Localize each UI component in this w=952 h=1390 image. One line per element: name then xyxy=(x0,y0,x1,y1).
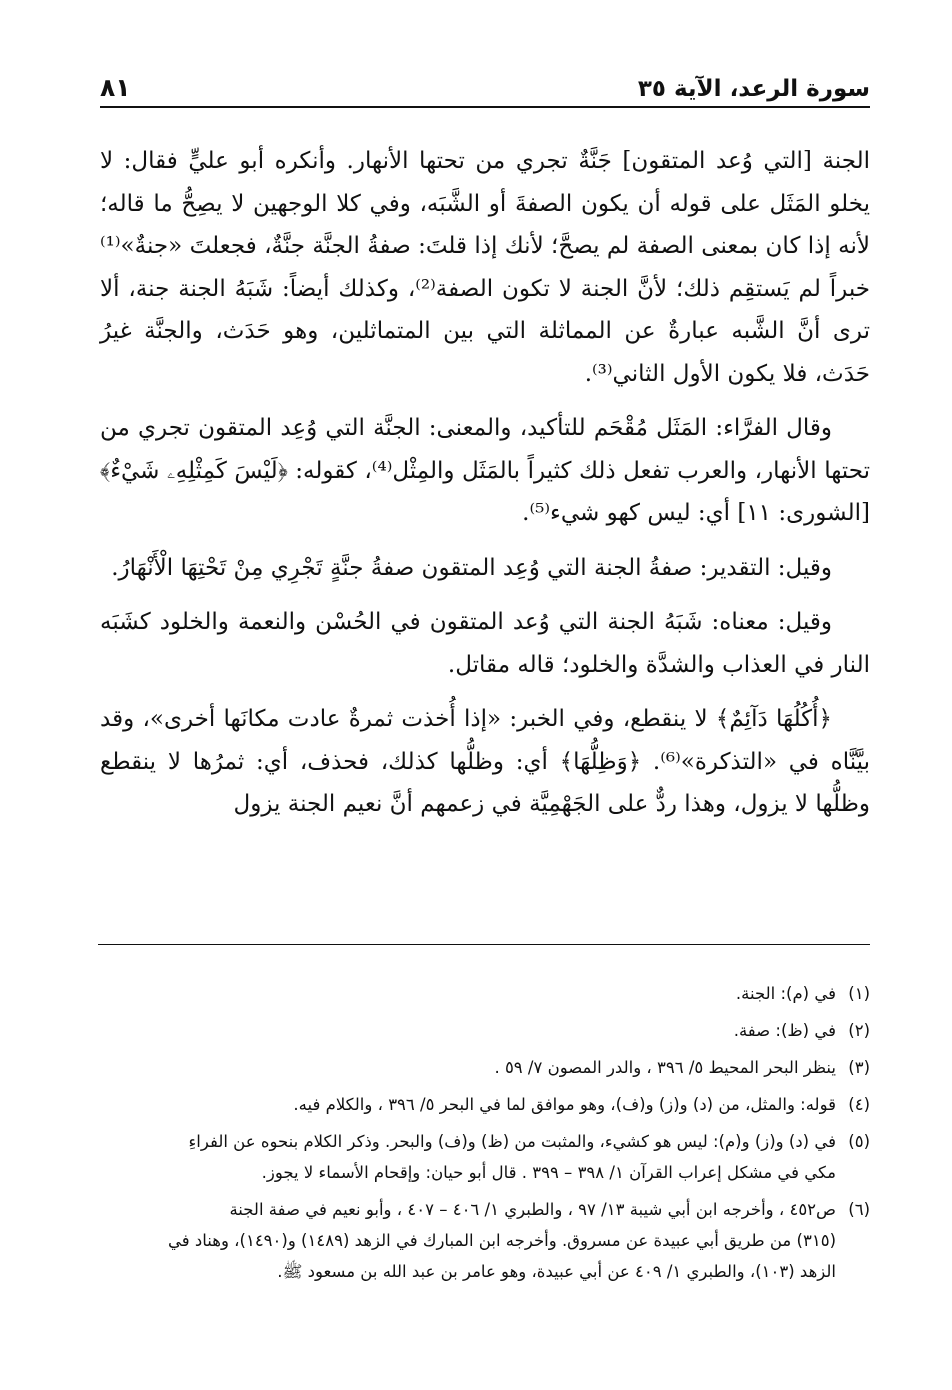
footnote-number: (٣) xyxy=(848,1058,870,1077)
footnote-number: (٥) xyxy=(848,1132,870,1151)
text-line: الجنة جنة، ألا ترى أنَّ الشَّبه عبارةٌ عن المماثلة التي بين المتماثلين، وهو حَدَث، xyxy=(100,275,871,344)
page-number: ٨١ xyxy=(100,73,131,102)
footnote-text: في (ظ): صفة. xyxy=(733,1021,836,1040)
footnote xyxy=(100,1089,870,1120)
page-header xyxy=(100,62,870,108)
footnote-number: (١) xyxy=(848,984,870,1003)
footnote-text: ص٤٥٢ ، وأخرجه ابن أبي شيبة ١٣/ ٩٧ ، والطبري ١/ ٤٠٦ – ٤٠٧ ، وأبو نعيم في صفة الجنة xyxy=(229,1200,836,1219)
footnote-continuation xyxy=(100,1256,836,1287)
paragraph xyxy=(100,601,870,686)
text-line: النار في العذاب والشدَّة والخلود؛ قاله مقاتل. xyxy=(447,651,870,678)
footnote-text: قوله: والمثل، من (د) و(ز) و(ف)، وهو موافق لما في البحر ٥/ ٣٩٦ ، والكلام فيه. xyxy=(293,1095,836,1114)
text-line: وقد بيَّنَّاه في «التذكرة»⁽⁶⁾. ﴿وَظِلُّهَا﴾ أي: وظلُّها كذلك، فحذف، أي: ثمرُها لا xyxy=(100,706,871,775)
paragraph xyxy=(100,547,870,590)
text-line: والجنَّة غيرُ حَدَث، فلا يكون الأول الثاني⁽³⁾. xyxy=(100,318,870,387)
footnote-number: (٦) xyxy=(848,1200,870,1219)
footnote-text: في (د) و(ز) و(م): ليس هو كشيء، والمثبت من (ظ) و(ف) والبحر. وذكر الكلام بنحوه عن الفراءِ xyxy=(188,1132,836,1151)
text-line: وقيل: التقدير: صفةُ الجنة التي وُعِد المتقون صفةُ جنَّةٍ تَجْرِي مِنْ تَحْتِهَا الْأَنْهَارُ. xyxy=(111,554,832,581)
text-line: يخلو المَثَل على قوله أن يكون الصفةَ أو الشَّبَه، وفي كلا الوجهين لا يصِحُّ ما قاله؛ xyxy=(100,190,870,217)
footnote xyxy=(100,1015,870,1046)
footnote-continuation xyxy=(100,1225,836,1256)
footnote xyxy=(100,1194,870,1287)
footnote-text: ينظر البحر المحيط ٥/ ٣٩٦ ، والدر المصون ٧/ ٥٩ . xyxy=(494,1058,836,1077)
footnote-continuation xyxy=(100,1157,836,1188)
text-line: ينقطع وظلُّها لا يزول، وهذا ردٌّ على الجَهْمِيَّة في زعمهم أنَّ نعيم الجنة يزول xyxy=(100,748,870,817)
footnote-text: مكي في مشكل إعراب القرآن ١/ ٣٩٨ – ٣٩٩ . قال أبو حيان: وإقحام الأسماء لا يجوز. xyxy=(261,1163,836,1182)
footnote-text: (٣١٥) من طريق أبي عبيدة عن مسروق. وأخرجه ابن المبارك في الزهد (١٤٨٩) و(١٤٩٠)، وهناد في xyxy=(168,1231,836,1250)
text-line: الجنة [التي وُعد المتقون] جَنَّةٌ تجري من تحتها الأنهار. وأنكره أبو عليٍّ فقال: لا xyxy=(100,148,870,174)
text-line: تحتها الأنهار، والعرب تفعل ذلك كثيراً بالمَثَل والمِثْل⁽⁴⁾، كقوله: ﴿لَيْسَ كَمِثْلِهِۦ xyxy=(166,457,870,484)
footnote-number: (٢) xyxy=(848,1021,870,1040)
text-line: ﴿أُكُلُهَا دَآئِمٌ﴾ لا ينقطع، وفي الخبر: «إذا أُخذت ثمرةٌ عادت مكانَها أخرى»، xyxy=(142,706,832,732)
footnote-number: (٤) xyxy=(848,1095,870,1114)
text-line: وقال الفرَّاء: المَثَل مُقْحَم للتأكيد، والمعنى: الجنَّة التي وُعِد المتقون تجري من xyxy=(100,415,832,441)
text-line: شَيْءٌ﴾ [الشورى: ١١] أي: ليس كهو شيء⁽⁵⁾. xyxy=(100,457,870,526)
footnote xyxy=(100,1052,870,1083)
text-line: لأنه إذا كان بمعنى الصفة لم يصحَّ؛ لأنك إذا قلتَ: صفةُ الجنَّة جنَّةٌ، فجعلتَ xyxy=(189,233,870,259)
footnote-text: الزهد (١٠٣)، والطبري ١/ ٤٠٩ عن أبي عبيدة، وهو عامر بن عبد الله بن مسعود ﷺ. xyxy=(277,1262,836,1281)
text-line: «جنةٌ»⁽¹⁾ خبراً لم يَستقِم ذلك؛ لأنَّ الجنة لا تكون الصفة⁽²⁾، وكذلك أيضاً: شَبَهُ xyxy=(100,233,871,302)
text-line: وقيل: معناه: شَبَهُ الجنة التي وُعد المتقون في الحُسْن والنعمة والخلود كشَبَه xyxy=(100,609,832,635)
surah-title: سورة الرعد، الآية ٣٥ xyxy=(637,76,870,102)
footnote xyxy=(100,978,870,1009)
footnote-text: في (م): الجنة. xyxy=(735,984,836,1003)
footnotes xyxy=(100,978,870,1293)
paragraph xyxy=(100,140,870,395)
paragraph xyxy=(100,407,870,535)
main-text xyxy=(100,140,870,838)
footnote xyxy=(100,1126,870,1188)
paragraph xyxy=(100,698,870,826)
footnote-divider xyxy=(98,944,870,945)
